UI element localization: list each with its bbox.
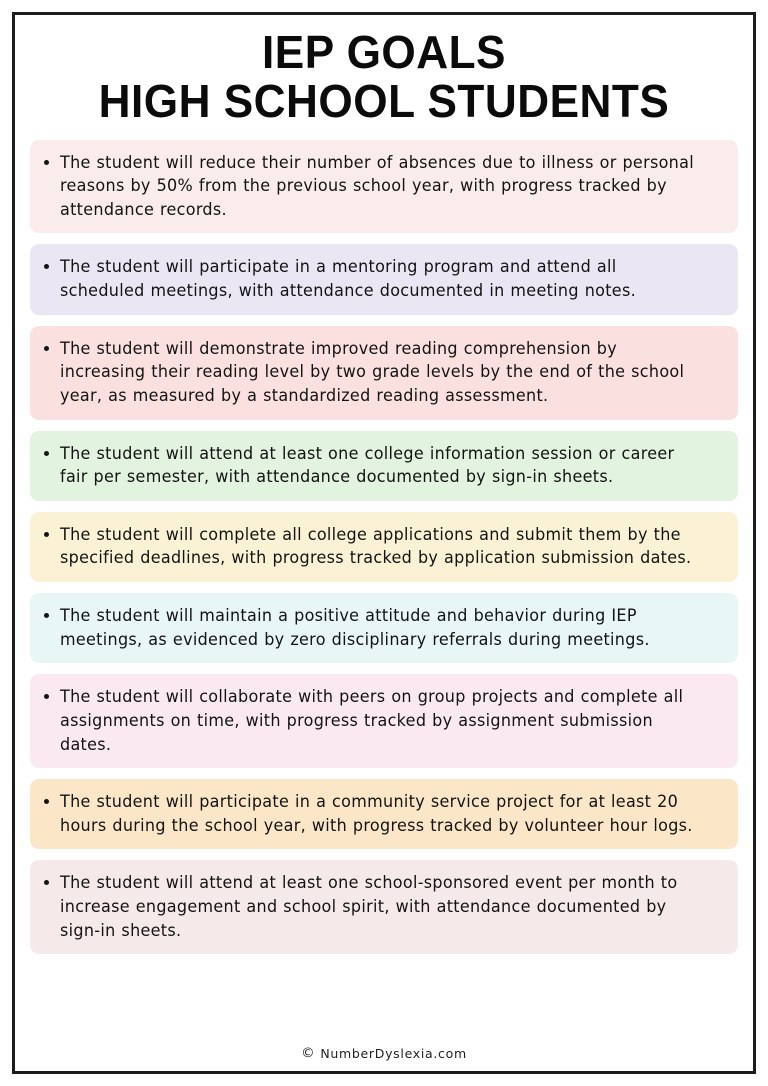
goal-item: [30, 326, 738, 420]
goal-text: The student will attend at least one school-sponsored event per month to increase engagement and school spirit, with attendance documented by sign-in sheets.: [60, 873, 678, 940]
bullet-icon: [44, 871, 60, 885]
title-line-primary: IEP GOALS: [262, 26, 506, 78]
goal-text: The student will collaborate with peers on group projects and complete all assignments on time, with progress tracked by assignment submission dates.: [60, 687, 684, 754]
goal-item: [30, 431, 738, 501]
goal-item: [30, 779, 738, 849]
footer-attribution: [30, 1046, 738, 1074]
bullet-icon: [44, 604, 60, 618]
footer-site-name: NumberDyslexia.com: [320, 1046, 467, 1061]
poster-content: [12, 12, 756, 1074]
goal-item: [30, 140, 738, 234]
goal-item: [30, 512, 738, 582]
bullet-icon: [44, 685, 60, 699]
goal-item: [30, 593, 738, 663]
goal-item: [30, 860, 738, 954]
copyright-icon: ©: [301, 1044, 316, 1061]
goal-item: [30, 244, 738, 314]
goals-list: [30, 140, 738, 955]
title-line-secondary: HIGH SCHOOL STUDENTS: [98, 74, 670, 127]
bullet-icon: [44, 255, 60, 269]
goal-text: The student will participate in a community service project for at least 20 hours during the school year, with progress tracked by volunteer hour logs.: [60, 792, 693, 835]
goal-text: The student will complete all college applications and submit them by the specified deadlines, with progress tracked by application submission dates.: [60, 524, 692, 568]
bullet-icon: [44, 337, 60, 351]
goal-text: The student will attend at least one college information session or career fair per semester, with attendance documented by sign-in sheets.: [60, 443, 675, 487]
bullet-icon: [44, 151, 60, 165]
goal-text: The student will participate in a mentoring program and attend all scheduled meetings, with attendance documented in meeting notes.: [60, 257, 636, 300]
goal-text: The student will demonstrate improved reading comprehension by increasing their reading level by two grade levels by the end of the school year, as measured by a standardized reading assessment.: [60, 338, 685, 405]
bullet-icon: [44, 523, 60, 537]
goal-item: [30, 674, 738, 768]
goal-text: The student will maintain a positive attitude and behavior during IEP meetings, as evidenced by zero disciplinary referrals during meetings.: [60, 606, 650, 649]
bullet-icon: [44, 442, 60, 456]
page-title: [30, 12, 738, 134]
bullet-icon: [44, 790, 60, 804]
goal-text: The student will reduce their number of absences due to illness or personal reasons by 50% from the previous school year, with progress tracked by attendance records.: [60, 152, 694, 219]
